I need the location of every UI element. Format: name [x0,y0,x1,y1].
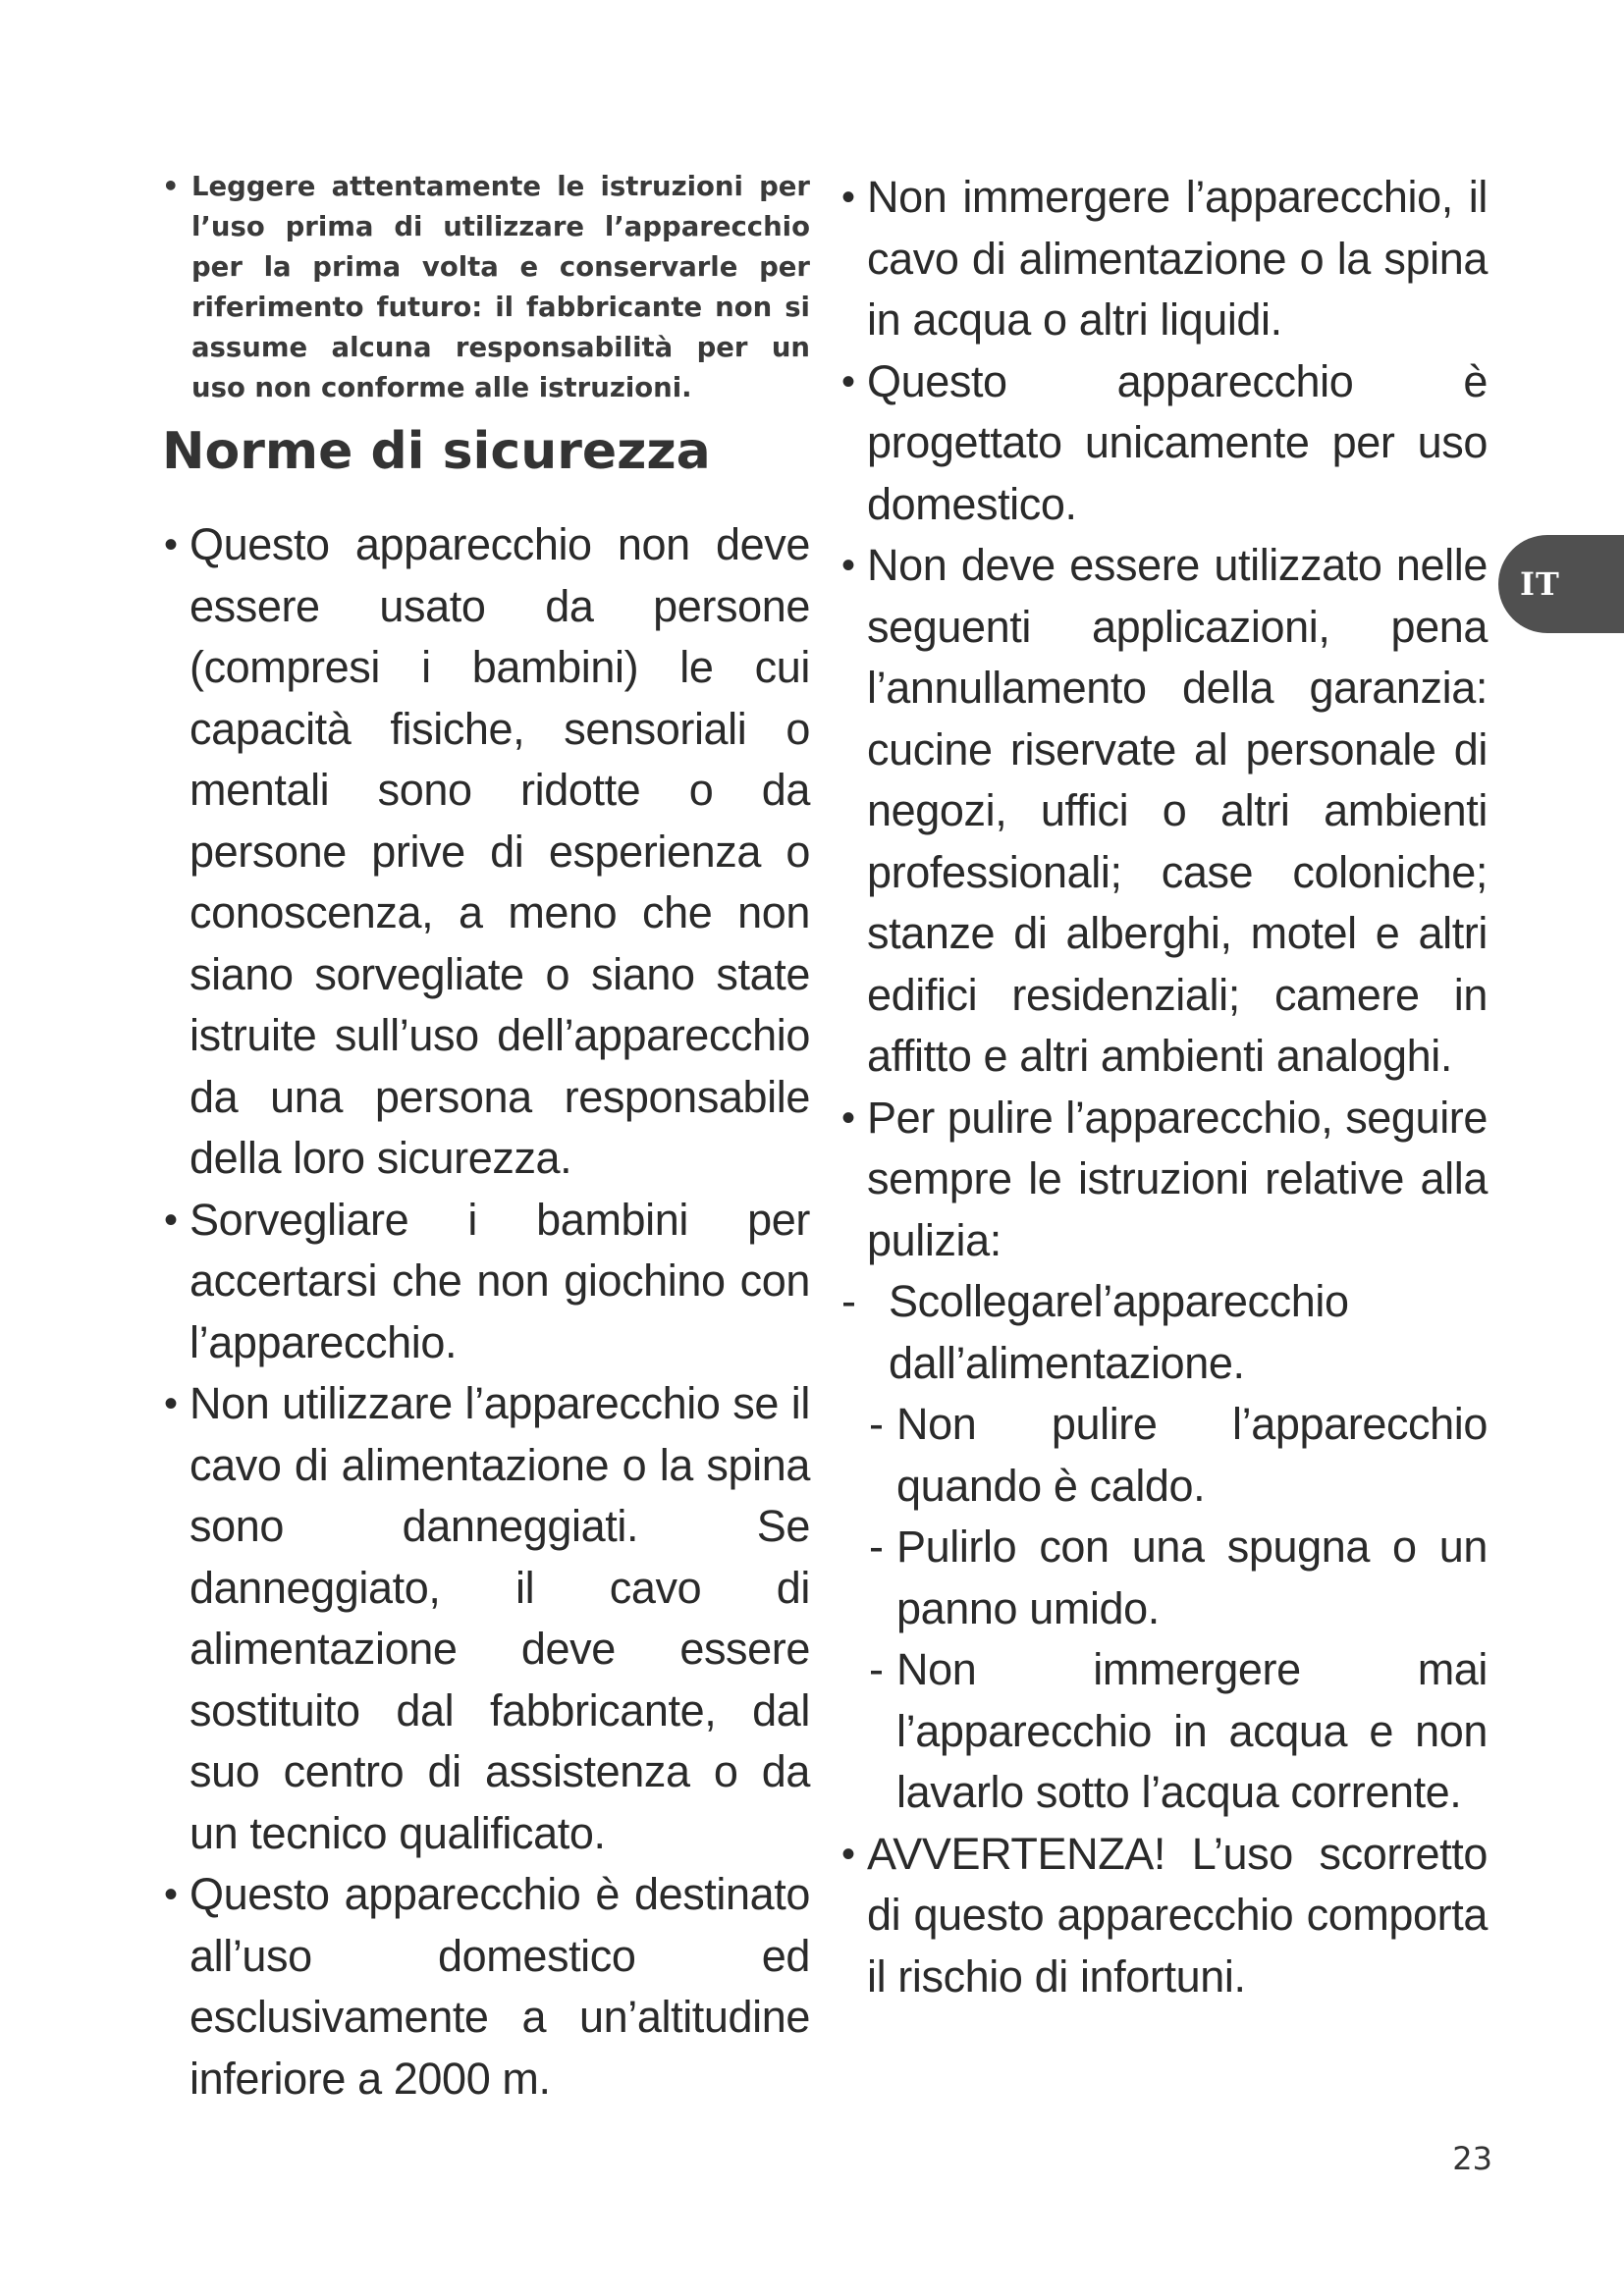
safety-item-text: Sorvegliare i bambini per accertarsi che non giochino con l’apparecchio. [189,1194,810,1367]
cleaning-step-text: Non pulire l’apparecchio quando è caldo. [896,1399,1488,1511]
safety-item [839,167,1488,351]
bullet-icon: • [162,171,180,202]
cleaning-step [839,1394,1488,1517]
bullet-icon: • [164,1382,178,1425]
bullet-icon: • [841,359,855,403]
cleaning-step [839,1639,1488,1824]
bullet-icon: • [164,1873,178,1916]
bullet-icon: • [841,544,855,587]
language-tab [1498,535,1624,633]
warning-text: AVVERTENZA! L’uso scorretto di questo apparecchio comporta il rischio di infortuni. [867,1828,1488,2002]
safety-list-right [839,167,1488,2007]
bullet-icon: • [164,1198,178,1242]
dash-icon: - [869,1522,884,1572]
section-heading: Norme di sicurezza [162,422,711,481]
bullet-icon: • [164,523,178,566]
page-number: 23 [1452,2140,1492,2177]
safety-item [839,1088,1488,1272]
safety-item-text: Non deve essere utilizzato nelle seguenti applicazioni, pena l’annullamento della garanzia: cucine riservate al personale di negozi, uffici o altri ambienti professionali; case coloniche; stanze di alberghi, motel e altri edifici residenziali; camere in affitto e altri ambienti analoghi. [867,540,1488,1081]
safety-item-text: Per pulire l’apparecchio, seguire sempre le istruzioni relative alla pulizia: [867,1092,1488,1265]
safety-item-text: Questo apparecchio è progettato unicamente per uso domestico. [867,355,1488,529]
safety-item-text: Questo apparecchio non deve essere usato da persone (compresi i bambini) le cui capacità fisiche, sensoriali o mentali sono ridotte o da persone prive di esperienza o conoscenza, a meno che non siano sorvegliate o siano state istruite sull’uso dell’apparecchio da una persona responsabile della loro sicurezza. [189,519,810,1183]
intro-paragraph [162,167,810,408]
safety-item [162,1190,810,1374]
language-tab-label: IT [1520,565,1560,603]
cleaning-step [839,1517,1488,1639]
safety-item-text: Questo apparecchio è destinato all’uso domestico ed esclusivamente a un’altitudine inferiore a 2000 m. [189,1869,810,2104]
safety-item [162,514,810,1190]
bullet-icon: • [841,176,855,219]
dash-icon: - [869,1399,884,1449]
cleaning-step-text: Pulirlo con una spugna o un panno umido. [896,1522,1488,1633]
safety-item [839,351,1488,536]
safety-item [839,535,1488,1088]
safety-item [162,1864,810,2109]
cleaning-step [839,1271,1488,1394]
intro-text: Leggere attentamente le istruzioni per l’uso prima di utilizzare l’apparecchio per la prima volta e conservarle per riferimento futuro: il fabbricante non si assume alcuna responsabilità per un uso non conforme alle istruzioni. [191,171,810,403]
cleaning-step-text: Scollegarel’apparecchio dall’alimentazione. [889,1276,1349,1388]
dash-icon: - [841,1276,856,1326]
bullet-icon: • [841,1095,855,1140]
safety-item [162,1373,810,1864]
safety-item-text: Non immergere l’apparecchio, il cavo di alimentazione o la spina in acqua o altri liquidi. [867,172,1488,345]
cleaning-step-text: Non immergere mai l’apparecchio in acqua e non lavarlo sotto l’acqua corrente. [896,1644,1488,1817]
bullet-icon: • [841,1832,855,1876]
safety-item-text: Non utilizzare l’apparecchio se il cavo di alimentazione o la spina sono danneggiati. Se danneggiato, il cavo di alimentazione deve essere sostituito dal fabbricante, dal suo centro di assistenza o da un tecnico qualificato. [189,1378,810,1858]
warning-item [839,1824,1488,2008]
safety-list-left [162,514,810,2109]
dash-icon: - [869,1644,884,1694]
